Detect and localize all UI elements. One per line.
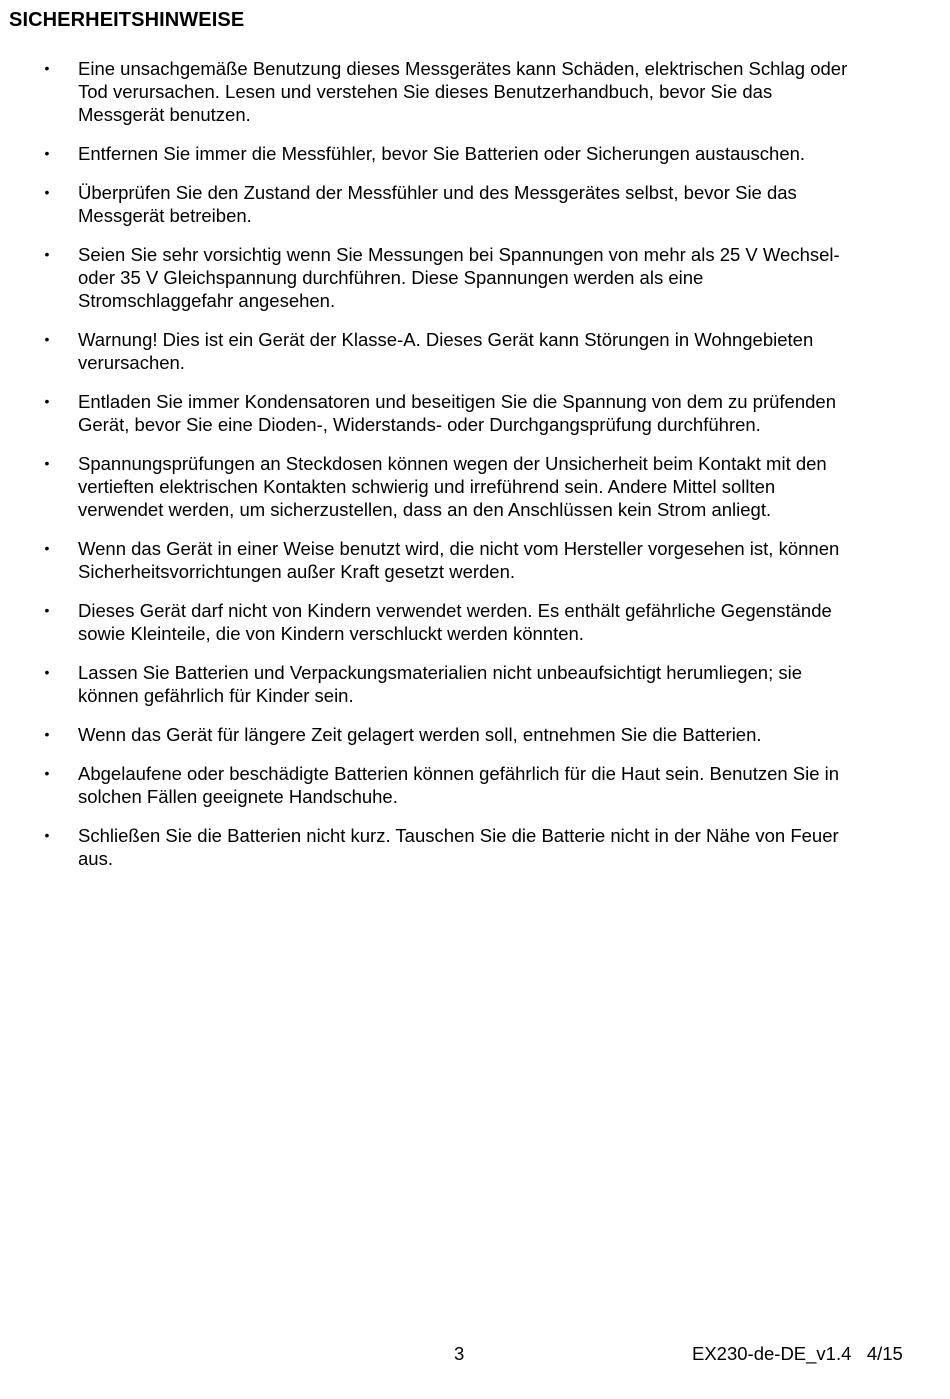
bullet-icon: • [44, 393, 50, 409]
footer-page-number: 3 [454, 1343, 465, 1364]
list-item-text: Abgelaufene oder beschädigte Batterien können gefährlich für die Haut sein. Benutzen Sie in solchen Fällen geeignete Handschuhe. [78, 763, 840, 807]
list-item-text: Wenn das Gerät für längere Zeit gelagert werden soll, entnehmen Sie die Batterien. [78, 724, 762, 745]
list-item [0, 328, 950, 374]
list-item [0, 243, 950, 312]
list-item-text: Entfernen Sie immer die Messfühler, bevor Sie Batterien oder Sicherungen austauschen. [78, 143, 806, 164]
bullet-icon: • [44, 145, 50, 161]
list-item [0, 57, 950, 126]
list-item [0, 762, 950, 808]
list-item-text: Warnung! Dies ist ein Gerät der Klasse-A. Dieses Gerät kann Störungen in Wohngebieten verursachen. [78, 329, 814, 373]
list-item [0, 537, 950, 583]
list-item-text: Eine unsachgemäße Benutzung dieses Messgerätes kann Schäden, elektrischen Schlag oder Tod verursachen. Lesen und verstehen Sie dieses Benutzerhandbuch, bevor Sie das Messgerät benutzen. [78, 58, 848, 125]
list-item [0, 452, 950, 521]
list-item-text: Spannungsprüfungen an Steckdosen können wegen der Unsicherheit beim Kontakt mit den vertieften elektrischen Kontakten schwierig und irreführend sein. Andere Mittel sollten verwendet werden, um sicherzustellen, dass an den Anschlüssen kein Strom anliegt. [78, 453, 827, 520]
bullet-icon: • [44, 664, 50, 680]
page-title: SICHERHEITSHINWEISE [9, 9, 245, 31]
bullet-icon: • [44, 726, 50, 742]
list-item-text: Wenn das Gerät in einer Weise benutzt wird, die nicht vom Hersteller vorgesehen ist, können Sicherheitsvorrichtungen außer Kraft gesetzt werden. [78, 538, 840, 582]
bullet-icon: • [44, 827, 50, 843]
footer-document-id: EX230-de-DE_v1.4 4/15 [692, 1343, 903, 1364]
bullet-icon: • [44, 184, 50, 200]
list-item [0, 723, 950, 746]
list-item-text: Dieses Gerät darf nicht von Kindern verwendet werden. Es enthält gefährliche Gegenstände sowie Kleinteile, die von Kindern verschluckt werden könnten. [78, 600, 832, 644]
list-item [0, 824, 950, 870]
bullet-icon: • [44, 331, 50, 347]
bullet-icon: • [44, 765, 50, 781]
list-item [0, 390, 950, 436]
list-item [0, 142, 950, 165]
list-item-text: Überprüfen Sie den Zustand der Messfühler und des Messgerätes selbst, bevor Sie das Messgerät betreiben. [78, 182, 797, 226]
bullet-icon: • [44, 60, 50, 76]
bullet-icon: • [44, 246, 50, 262]
list-item [0, 661, 950, 707]
list-item-text: Seien Sie sehr vorsichtig wenn Sie Messungen bei Spannungen von mehr als 25 V Wechsel- oder 35 V Gleichspannung durchführen. Diese Spannungen werden als eine Stromschlaggefahr angesehen. [78, 244, 840, 311]
safety-notes-list [0, 57, 950, 886]
list-item-text: Schließen Sie die Batterien nicht kurz. Tauschen Sie die Batterie nicht in der Nähe von Feuer aus. [78, 825, 839, 869]
bullet-icon: • [44, 540, 50, 556]
bullet-icon: • [44, 602, 50, 618]
list-item-text: Entladen Sie immer Kondensatoren und beseitigen Sie die Spannung von dem zu prüfenden Gerät, bevor Sie eine Dioden-, Widerstands- oder Durchgangsprüfung durchführen. [78, 391, 836, 435]
bullet-icon: • [44, 455, 50, 471]
list-item [0, 599, 950, 645]
list-item-text: Lassen Sie Batterien und Verpackungsmaterialien nicht unbeaufsichtigt herumliegen; sie können gefährlich für Kinder sein. [78, 662, 803, 706]
list-item [0, 181, 950, 227]
